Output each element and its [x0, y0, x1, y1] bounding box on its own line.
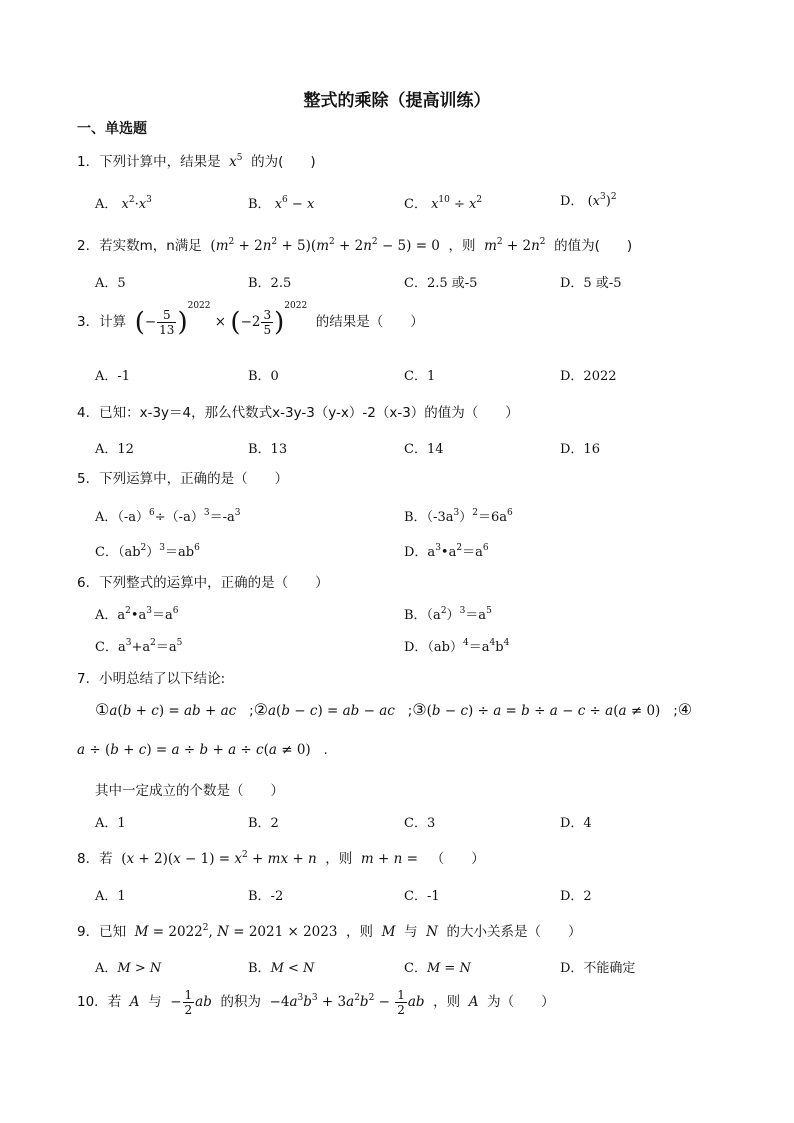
option-label: D．（ab） [404, 640, 463, 655]
question-stem: 若实数m，n满足 [99, 238, 202, 254]
option-a[interactable]: A．12 [95, 442, 134, 457]
math-expr: $M = 2022^2$, N = 2021 × 2023 [130, 923, 338, 940]
math-expr: m + n = [356, 851, 423, 867]
option-d[interactable]: D．2 [560, 889, 592, 904]
option-label: B． [248, 961, 271, 976]
option-c[interactable]: C．3 [404, 816, 436, 831]
math-expr: A [125, 994, 144, 1010]
option-c[interactable]: C．M = N [404, 961, 471, 976]
question-stem: 与 [404, 924, 418, 940]
option-c[interactable]: C．$(ab^2)^3=ab^6$ [95, 543, 200, 560]
option-b[interactable]: B．$(a^2)^3=a^5$ [404, 606, 492, 623]
question-7-tail: 其中一定成立的个数是（ ） [95, 783, 284, 799]
question-stem: ，则 [433, 994, 461, 1010]
question-number: 2． [77, 238, 100, 254]
question-stem: ，则 [325, 851, 353, 867]
option-a[interactable]: A．1 [95, 889, 126, 904]
option-a[interactable]: A．5 [95, 276, 126, 291]
option-c[interactable]: C． $x^{10} \div x^2$ [404, 195, 483, 212]
question-2 [77, 234, 632, 254]
math-expr: $x^5$ [224, 153, 243, 170]
math-expr: $(m^2 + 2n^2 + 5)(m^2 + 2n^2 - 5) = 0$ [210, 237, 440, 254]
question-stem: ，则 [448, 238, 476, 254]
option-c[interactable]: C．$a^3+a^2=a^5$ [95, 638, 183, 655]
question-stem: 下列整式的运算中，正确的是（ ） [99, 575, 329, 591]
question-stem: 若 [107, 994, 122, 1010]
option-d[interactable]: D． $(x^3)^2$ [560, 192, 617, 209]
question-number: 5． [77, 471, 100, 487]
option-c[interactable]: C．-1 [404, 889, 440, 904]
option-label: A．a [95, 608, 126, 623]
section-heading: 一、单选题 [77, 121, 147, 137]
question-stem: 下列计算中，结果是 [99, 154, 221, 170]
question-stem: 小明总结了以下结论: [99, 671, 226, 687]
option-label: C．a [95, 640, 126, 655]
question-stem: 已知 [99, 924, 127, 940]
question-stem: 的值为( ) [554, 238, 633, 254]
option-b[interactable]: B．2 [248, 816, 279, 831]
option-a[interactable]: A．M > N [95, 961, 162, 976]
question-5 [77, 467, 288, 487]
question-stem: 的大小关系是（ ） [446, 924, 582, 940]
math-expr: M [377, 924, 400, 940]
option-label: A． [95, 197, 118, 212]
math-expr: $m^2 + 2n^2$ [479, 237, 546, 254]
option-label: A．（-a） [95, 510, 150, 525]
option-b[interactable]: B． $x^6 - x$ [248, 195, 315, 212]
question-8 [77, 847, 485, 867]
option-b[interactable]: B．13 [248, 442, 288, 457]
question-number: 10． [77, 994, 108, 1010]
question-number: 8． [77, 851, 100, 867]
option-label: C． [404, 961, 427, 976]
question-6 [77, 571, 329, 591]
question-number: 6． [77, 575, 100, 591]
question-stem: 若 [99, 851, 113, 867]
option-b[interactable]: B．0 [248, 369, 279, 384]
option-a[interactable]: A．$a^2•a^3=a^6$ [95, 606, 179, 623]
option-d[interactable]: D．$a^3•a^2=a^6$ [404, 543, 489, 560]
option-label: D． [560, 194, 584, 209]
option-c[interactable]: C．1 [404, 369, 436, 384]
question-4 [77, 401, 519, 421]
conclusions-line-2: a ÷ (b + c) = a ÷ b + a ÷ c(a ≠ 0) . [77, 742, 328, 758]
option-d[interactable]: D．5 或-5 [560, 276, 622, 291]
question-3 [77, 301, 424, 338]
question-7 [77, 667, 225, 687]
math-expr: A [464, 994, 483, 1010]
option-d[interactable]: D．$(ab)^4=a^4b^4$ [404, 638, 510, 655]
option-label: B． [248, 197, 271, 212]
question-stem: （ ） [430, 851, 485, 867]
option-d[interactable]: D．不能确定 [560, 961, 636, 976]
question-number: 1． [77, 154, 100, 170]
option-c[interactable]: C．14 [404, 442, 444, 457]
option-label: C．（ab [95, 545, 141, 560]
option-a[interactable]: A．-1 [95, 369, 131, 384]
question-9 [77, 920, 582, 940]
option-b[interactable]: B．M < N [248, 961, 315, 976]
option-label: C． [404, 197, 427, 212]
question-number: 9． [77, 924, 100, 940]
question-stem: 与 [148, 994, 162, 1010]
option-label: B．（a [404, 608, 441, 623]
option-d[interactable]: D．4 [560, 816, 592, 831]
question-stem: 的为( ) [251, 154, 316, 170]
question-1 [77, 150, 316, 170]
page-title: 整式的乘除（提高训练） [303, 91, 491, 111]
option-c[interactable]: C．2.5 或-5 [404, 276, 478, 291]
question-stem: ，则 [346, 924, 374, 940]
option-b[interactable]: B．2.5 [248, 276, 292, 291]
question-stem: 的结果是（ ） [315, 314, 424, 330]
question-number: 4． [77, 405, 100, 421]
option-a[interactable]: A．1 [95, 816, 126, 831]
option-b[interactable]: B．$(-3a^3)^2=6a^6$ [404, 508, 513, 525]
option-label: D．a [404, 545, 436, 560]
option-a[interactable]: A． $x^2\cdot x^3$ [95, 195, 152, 212]
math-expr: N [421, 924, 443, 940]
question-number: 3． [77, 314, 100, 330]
conclusions-line-1: ①a(b + c) = ab + ac ;②a(b − c) = ab − ac ;③(b − c) ÷ a = b ÷ a − c ÷ a(a ≠ 0) ;④ [95, 700, 693, 719]
option-label: A． [95, 961, 118, 976]
math-expr: $(x + 2)(x - 1) = x^2$ + mx + n [121, 850, 321, 867]
option-a[interactable]: A．$(-a)^6\div(-a)^3=-a^3$ [95, 508, 241, 525]
option-b[interactable]: B．-2 [248, 889, 284, 904]
question-stem: 计算 [99, 314, 127, 330]
question-10 [77, 988, 555, 1017]
math-expr: (− $\frac{5}{13}$ )$^{2022}$ × (−2 $\frac{3}{5}$ )$^{2022}$ [134, 301, 308, 338]
math-expr: − $\frac{1}{2}$ ab [170, 988, 217, 1017]
question-stem: 的积为 [220, 994, 261, 1010]
option-label: B．（-3a [404, 510, 454, 525]
option-d[interactable]: D．16 [560, 442, 600, 457]
question-number: 7． [77, 671, 100, 687]
question-stem: 下列运算中，正确的是（ ） [99, 471, 289, 487]
question-stem: 为（ ） [487, 994, 555, 1010]
option-d[interactable]: D．2022 [560, 369, 617, 384]
question-stem: 已知：x-3y＝4，那么代数式x-3y-3（y-x）-2（x-3）的值为（ ） [99, 405, 519, 421]
math-expr: $-4a^3b^3 + 3a^2b^2$ − $\frac{1}{2}$ ab [269, 988, 429, 1017]
